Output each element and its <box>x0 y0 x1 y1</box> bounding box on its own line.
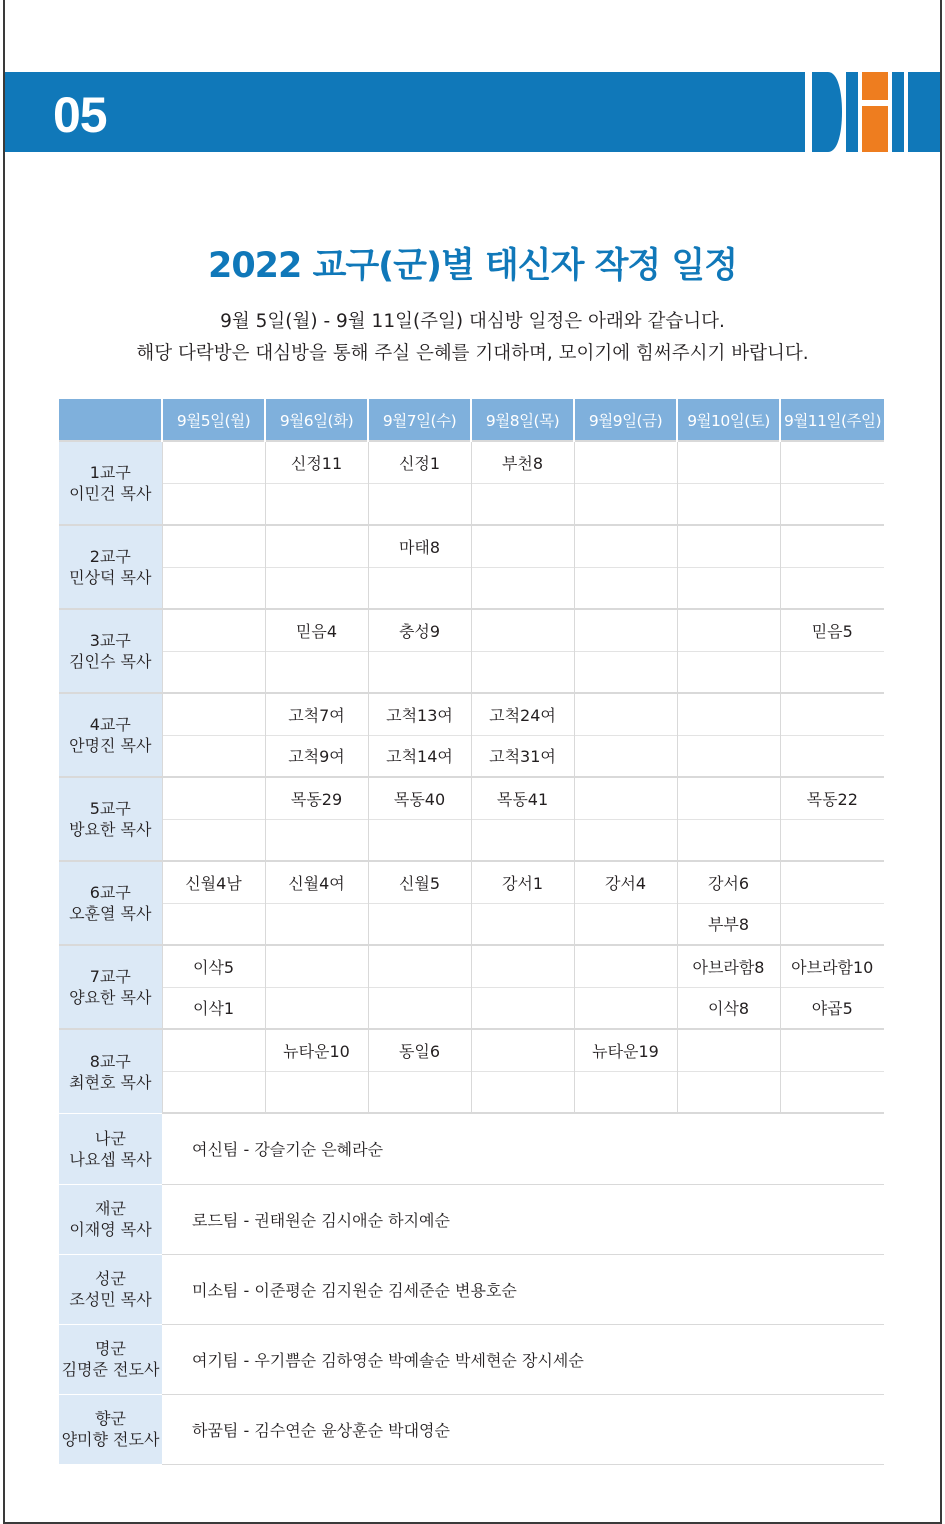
schedule-cell <box>162 651 265 693</box>
schedule-cell <box>162 525 265 567</box>
team-group-leader: 양미향 전도사 <box>61 1430 160 1449</box>
schedule-cell <box>780 693 884 735</box>
schedule-cell <box>162 903 265 945</box>
schedule-cell <box>471 819 574 861</box>
schedule-cell <box>574 483 677 525</box>
parish-leader: 양요한 목사 <box>69 988 152 1007</box>
schedule-cell <box>162 735 265 777</box>
parish-cell <box>59 609 162 693</box>
team-group-cell <box>59 1254 162 1324</box>
schedule-cell <box>471 609 574 651</box>
schedule-cell <box>574 987 677 1029</box>
teams-table <box>59 1114 884 1465</box>
teams-body <box>59 1114 884 1464</box>
schedule-cell: 뉴타운19 <box>574 1029 677 1071</box>
schedule-cell <box>677 735 780 777</box>
schedule-cell <box>677 483 780 525</box>
parish-cell <box>59 1029 162 1113</box>
schedule-cell <box>780 483 884 525</box>
schedule-cell: 부천8 <box>471 441 574 483</box>
section-number: 05 <box>53 87 107 143</box>
schedule-cell: 마태8 <box>368 525 471 567</box>
team-group-leader: 이재영 목사 <box>69 1220 152 1239</box>
schedule-cell: 신월5 <box>368 861 471 903</box>
page-title: 2022 교구(군)별 태신자 작정 일정 <box>207 246 738 286</box>
team-description: 미소팀 - 이준평순 김지원순 김세준순 변용호순 <box>162 1254 884 1324</box>
schedule-cell: 목동22 <box>780 777 884 819</box>
parish-cell <box>59 861 162 945</box>
schedule-cell <box>780 651 884 693</box>
schedule-cell <box>677 1071 780 1113</box>
schedule-cell <box>574 945 677 987</box>
team-group-leader: 나요셉 목사 <box>69 1149 152 1169</box>
schedule-cell <box>677 525 780 567</box>
schedule-cell: 부부8 <box>677 903 780 945</box>
schedule-cell <box>574 819 677 861</box>
team-description: 여기팀 - 우기쁨순 김하영순 박예솔순 박세현순 장시세순 <box>162 1324 884 1394</box>
schedule-cell <box>677 1029 780 1071</box>
schedule-cell <box>780 735 884 777</box>
schedule-cell <box>780 441 884 483</box>
schedule-cell <box>368 651 471 693</box>
schedule-cell: 강서6 <box>677 861 780 903</box>
schedule-cell <box>471 651 574 693</box>
schedule-cell <box>574 609 677 651</box>
parish-leader: 이민건 목사 <box>69 484 152 503</box>
schedule-row <box>59 861 884 903</box>
schedule-cell: 목동40 <box>368 777 471 819</box>
schedule-cell: 뉴타운10 <box>265 1029 368 1071</box>
schedule-row <box>59 609 884 651</box>
schedule-row <box>59 693 884 735</box>
parish-name: 3교구 <box>89 631 131 650</box>
parish-leader: 김인수 목사 <box>69 652 152 671</box>
parish-cell <box>59 777 162 861</box>
schedule-cell <box>162 777 265 819</box>
parish-cell <box>59 525 162 609</box>
schedule-cell <box>265 819 368 861</box>
schedule-cell <box>265 1071 368 1113</box>
team-group-name: 나군 <box>95 1128 126 1148</box>
schedule-cell <box>574 441 677 483</box>
team-group-cell <box>59 1184 162 1254</box>
schedule-cell <box>265 945 368 987</box>
schedule-cell: 야곱5 <box>780 987 884 1029</box>
day-header: 9월6일(화) <box>265 399 368 441</box>
parish-name: 6교구 <box>89 883 131 902</box>
schedule-cell: 이삭1 <box>162 987 265 1029</box>
intro-line-2: 해당 다락방은 대심방을 통해 주실 은혜를 기대하며, 모이기에 힘써주시기 바랍니다. <box>136 343 809 364</box>
day-header: 9월11일(주일) <box>780 399 884 441</box>
header-corner <box>59 399 162 441</box>
schedule-cell <box>162 609 265 651</box>
schedule-row <box>59 987 884 1029</box>
schedule-cell <box>368 819 471 861</box>
schedule-row <box>59 651 884 693</box>
schedule-row <box>59 903 884 945</box>
schedule-table <box>59 399 884 1114</box>
schedule-row <box>59 1071 884 1113</box>
schedule-row <box>59 1029 884 1071</box>
schedule-cell <box>471 987 574 1029</box>
parish-leader: 민상덕 목사 <box>69 568 152 587</box>
schedule-body <box>59 441 884 1113</box>
team-description: 여신팀 - 강슬기순 은혜라순 <box>162 1114 884 1184</box>
schedule-cell: 고척13여 <box>368 693 471 735</box>
schedule-cell: 고척31여 <box>471 735 574 777</box>
schedule-cell <box>574 1071 677 1113</box>
schedule-row <box>59 735 884 777</box>
schedule-cell: 신정11 <box>265 441 368 483</box>
schedule-cell: 신정1 <box>368 441 471 483</box>
schedule-cell <box>780 1071 884 1113</box>
team-row <box>59 1184 884 1254</box>
schedule-cell <box>368 1071 471 1113</box>
schedule-cell <box>368 567 471 609</box>
intro-text <box>0 306 945 370</box>
schedule-cell: 목동29 <box>265 777 368 819</box>
parish-name: 8교구 <box>89 1051 131 1071</box>
parish-cell <box>59 945 162 1029</box>
team-row <box>59 1254 884 1324</box>
schedule-cell: 목동41 <box>471 777 574 819</box>
schedule-row <box>59 777 884 819</box>
team-group-leader: 김명준 전도사 <box>61 1360 160 1379</box>
parish-leader: 방요한 목사 <box>69 820 152 839</box>
schedule-cell: 동일6 <box>368 1029 471 1071</box>
schedule-cell <box>162 441 265 483</box>
schedule-cell <box>471 945 574 987</box>
day-header: 9월10일(토) <box>677 399 780 441</box>
schedule-cell: 고척7여 <box>265 693 368 735</box>
schedule-cell <box>265 483 368 525</box>
schedule-cell: 이삭8 <box>677 987 780 1029</box>
parish-cell <box>59 693 162 777</box>
schedule-row <box>59 441 884 483</box>
team-row <box>59 1114 884 1184</box>
schedule-cell <box>574 567 677 609</box>
schedule-cell <box>368 903 471 945</box>
team-group-cell <box>59 1114 162 1184</box>
parish-cell <box>59 441 162 525</box>
schedule-cell <box>677 693 780 735</box>
schedule-cell <box>162 1029 265 1071</box>
schedule-cell <box>574 903 677 945</box>
team-row <box>59 1324 884 1394</box>
parish-name: 1교구 <box>89 463 131 482</box>
team-group-name: 성군 <box>95 1269 126 1288</box>
schedule-cell: 고척24여 <box>471 693 574 735</box>
team-group-leader: 조성민 목사 <box>69 1290 152 1309</box>
team-group-name: 재군 <box>95 1199 126 1218</box>
schedule-cell <box>780 525 884 567</box>
day-header: 9월9일(금) <box>574 399 677 441</box>
schedule-cell <box>574 525 677 567</box>
schedule-cell <box>780 567 884 609</box>
schedule-cell: 고척9여 <box>265 735 368 777</box>
parish-leader: 오훈열 목사 <box>69 904 152 923</box>
schedule-row <box>59 567 884 609</box>
schedule-cell: 믿음5 <box>780 609 884 651</box>
schedule-cell <box>574 777 677 819</box>
team-group-name: 향군 <box>95 1409 126 1428</box>
schedule-cell <box>677 651 780 693</box>
schedule-cell <box>780 903 884 945</box>
schedule-cell <box>265 987 368 1029</box>
schedule-row <box>59 525 884 567</box>
schedule-cell: 고척14여 <box>368 735 471 777</box>
schedule-cell <box>471 1071 574 1113</box>
parish-name: 7교구 <box>89 967 131 986</box>
schedule-cell <box>471 1029 574 1071</box>
parish-name: 5교구 <box>89 799 131 818</box>
team-group-name: 명군 <box>95 1339 126 1358</box>
schedule-cell: 신월4여 <box>265 861 368 903</box>
parish-name: 2교구 <box>89 547 131 566</box>
schedule-cell <box>265 651 368 693</box>
schedule-cell <box>471 525 574 567</box>
schedule-cell: 강서4 <box>574 861 677 903</box>
schedule-cell <box>574 693 677 735</box>
section-banner <box>5 72 805 152</box>
schedule-cell <box>265 525 368 567</box>
schedule-cell <box>265 903 368 945</box>
schedule-header-row <box>59 399 884 441</box>
schedule-cell: 아브라함10 <box>780 945 884 987</box>
schedule-cell: 아브라함8 <box>677 945 780 987</box>
schedule-cell <box>368 483 471 525</box>
schedule-cell <box>677 777 780 819</box>
day-header: 9월7일(수) <box>368 399 471 441</box>
schedule-cell <box>162 483 265 525</box>
schedule-cell: 강서1 <box>471 861 574 903</box>
schedule-cell: 믿음4 <box>265 609 368 651</box>
schedule-row <box>59 819 884 861</box>
church-logo-icon <box>808 72 940 152</box>
schedule-cell <box>780 1029 884 1071</box>
schedule-cell <box>162 567 265 609</box>
day-header: 9월5일(월) <box>162 399 265 441</box>
schedule-row <box>59 945 884 987</box>
team-description: 하꿈팀 - 김수연순 윤상훈순 박대영순 <box>162 1394 884 1464</box>
schedule-cell <box>162 693 265 735</box>
parish-leader: 최현호 목사 <box>69 1072 152 1092</box>
team-description: 로드팀 - 권태원순 김시애순 하지예순 <box>162 1184 884 1254</box>
day-header: 9월8일(목) <box>471 399 574 441</box>
parish-leader: 안명진 목사 <box>69 736 152 755</box>
schedule-cell: 충성9 <box>368 609 471 651</box>
intro-line-1: 9월 5일(월) - 9월 11일(주일) 대심방 일정은 아래와 같습니다. <box>220 311 725 332</box>
schedule-cell <box>780 819 884 861</box>
schedule-cell <box>162 819 265 861</box>
schedule-cell <box>677 567 780 609</box>
schedule-cell <box>677 819 780 861</box>
schedule-cell <box>471 483 574 525</box>
schedule-cell <box>677 441 780 483</box>
team-row <box>59 1394 884 1464</box>
schedule-cell <box>162 1071 265 1113</box>
schedule-cell: 신월4남 <box>162 861 265 903</box>
schedule-cell <box>780 861 884 903</box>
schedule-cell <box>574 735 677 777</box>
parish-name: 4교구 <box>89 715 131 734</box>
schedule-cell <box>574 651 677 693</box>
schedule-row <box>59 483 884 525</box>
schedule-cell <box>265 567 368 609</box>
schedule-cell <box>471 567 574 609</box>
schedule-cell <box>368 945 471 987</box>
schedule-cell <box>471 903 574 945</box>
team-group-cell <box>59 1394 162 1464</box>
schedule-cell <box>677 609 780 651</box>
team-group-cell <box>59 1324 162 1394</box>
schedule-cell: 이삭5 <box>162 945 265 987</box>
schedule-cell <box>368 987 471 1029</box>
